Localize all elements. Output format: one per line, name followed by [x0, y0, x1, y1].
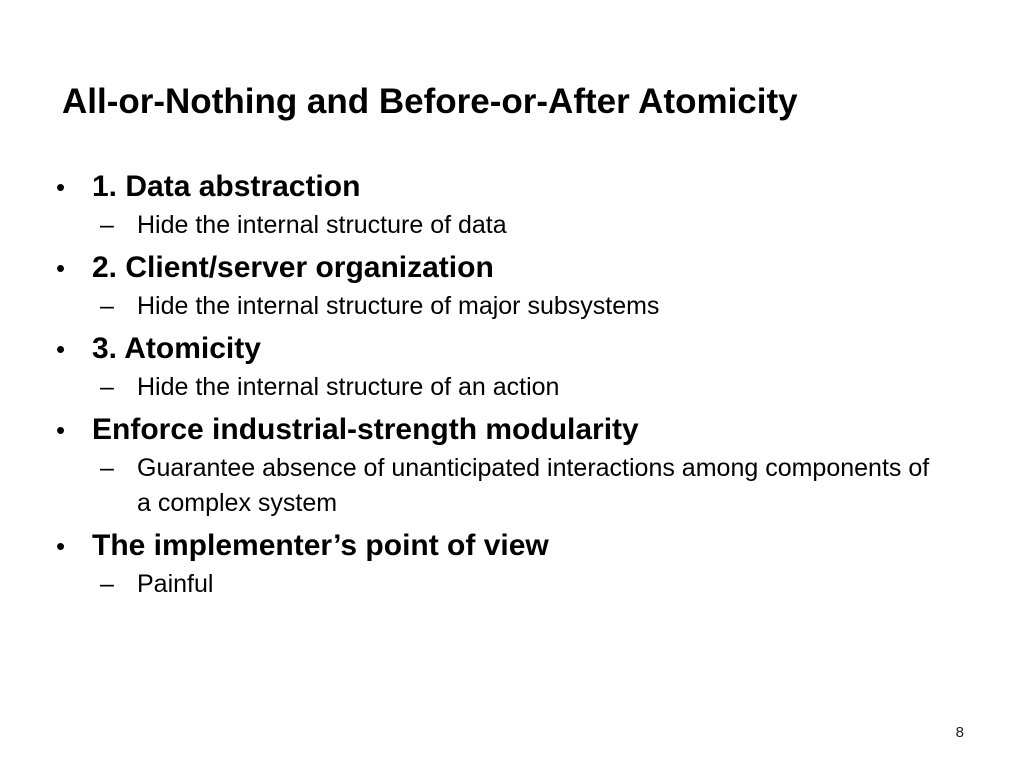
bullet-item — [52, 247, 952, 324]
sub-item-text: Painful — [137, 570, 214, 598]
sub-item-text: Hide the internal structure of major subsystems — [137, 292, 660, 320]
bullet-text: 3. Atomicity — [92, 332, 261, 365]
bullet-icon: • — [56, 253, 66, 283]
bullet-text: 2. Client/server organization — [92, 251, 494, 284]
dash-icon: – — [100, 292, 114, 320]
sub-list — [92, 567, 952, 602]
bullet-icon: • — [56, 334, 66, 364]
bullet-item — [52, 328, 952, 405]
bullet-item — [52, 409, 952, 521]
bullet-icon: • — [56, 172, 66, 202]
sub-item — [92, 370, 952, 405]
bullet-text: 1. Data abstraction — [92, 170, 361, 203]
bullet-icon: • — [56, 531, 66, 561]
bullet-list — [52, 166, 952, 602]
sub-item-text: Guarantee absence of unanticipated interactions among components of a complex system — [137, 454, 930, 517]
sub-item-text: Hide the internal structure of data — [137, 211, 507, 239]
sub-item — [92, 567, 952, 602]
dash-icon: – — [100, 373, 114, 401]
sub-list — [92, 451, 952, 521]
bullet-text: Enforce industrial-strength modularity — [92, 413, 639, 446]
slide-number: 8 — [955, 724, 964, 741]
sub-item — [92, 208, 952, 243]
slide-title: All-or-Nothing and Before-or-After Atomicity — [62, 82, 798, 121]
bullet-icon: • — [56, 415, 66, 445]
sub-list — [92, 289, 952, 324]
bullet-item — [52, 166, 952, 243]
sub-item-text: Hide the internal structure of an action — [137, 373, 560, 401]
sub-item — [92, 451, 952, 521]
dash-icon: – — [100, 211, 114, 239]
sub-list — [92, 370, 952, 405]
dash-icon: – — [100, 570, 114, 598]
sub-list — [92, 208, 952, 243]
sub-item — [92, 289, 952, 324]
bullet-item — [52, 525, 952, 602]
bullet-text: The implementer’s point of view — [92, 529, 549, 562]
dash-icon: – — [100, 454, 114, 482]
